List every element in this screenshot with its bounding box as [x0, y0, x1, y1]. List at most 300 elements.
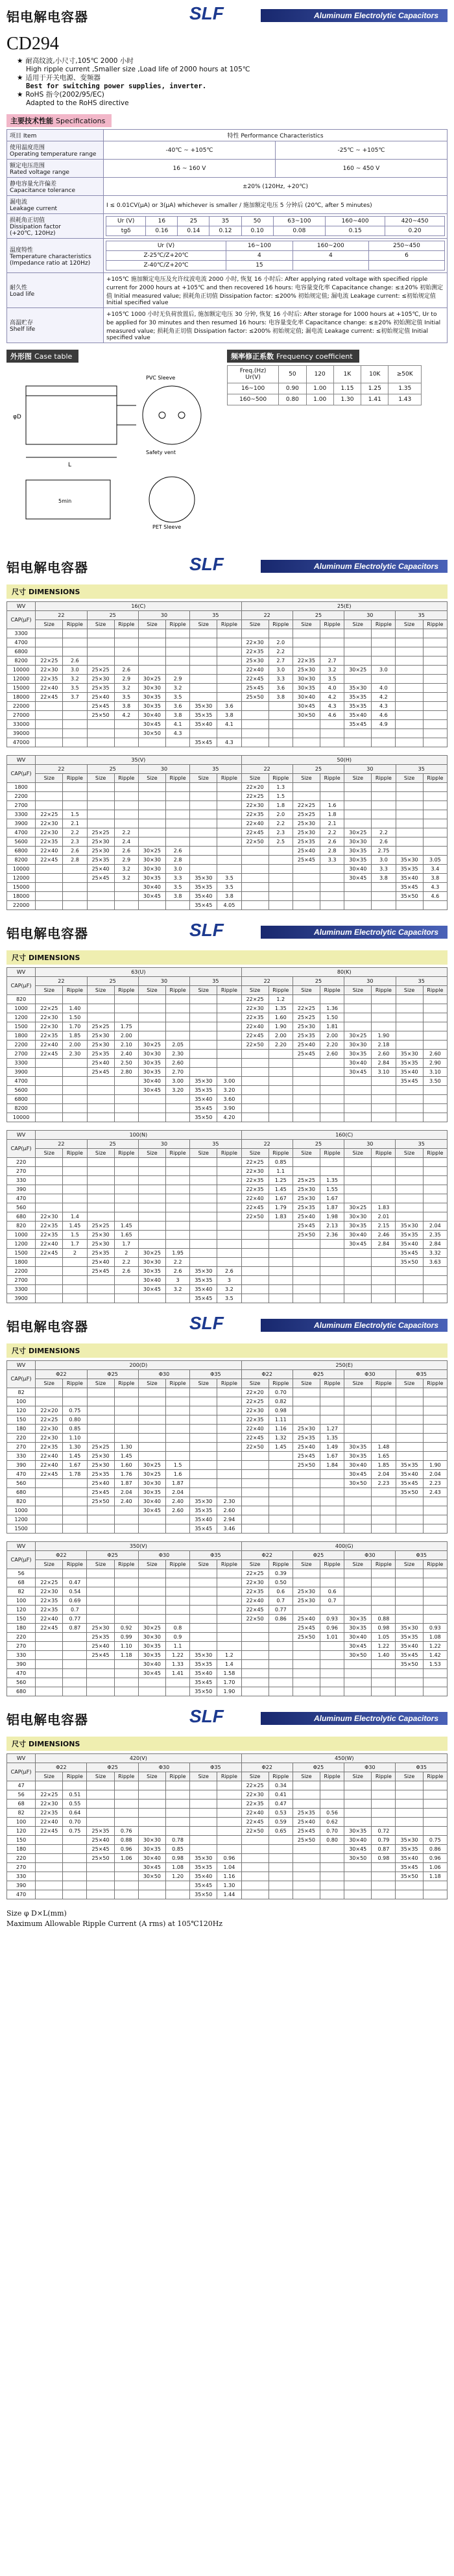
- size-value: 22×25: [293, 1004, 320, 1013]
- ripple-value: [269, 1276, 293, 1285]
- size-value: [293, 1863, 320, 1872]
- size-value: 35×35: [344, 702, 372, 711]
- ripple-value: [114, 1285, 138, 1294]
- size-value: 30×45: [344, 1068, 372, 1077]
- ripple-value: [165, 1881, 189, 1890]
- size-value: [87, 1276, 114, 1285]
- ripple-value: [320, 1158, 344, 1167]
- ripple-value: [166, 1397, 190, 1406]
- ripple-value: [217, 1800, 241, 1809]
- size-value: [241, 1678, 269, 1687]
- ripple-value: 1.78: [63, 1470, 87, 1479]
- ripple-value: 1.95: [166, 1249, 190, 1258]
- size-value: 35×45: [344, 720, 372, 729]
- ripple-value: [320, 865, 344, 874]
- size-value: 22×20: [241, 1388, 269, 1397]
- size-value: [87, 1800, 114, 1809]
- ripple-value: [372, 1276, 396, 1285]
- size-value: [241, 1872, 269, 1881]
- ripple-value: 0.70: [63, 1818, 87, 1827]
- size-value: [138, 1212, 165, 1222]
- table-row: [7, 828, 448, 837]
- ripple-header: Ripple: [320, 1149, 344, 1158]
- size-value: 35×50: [396, 1258, 423, 1267]
- size-value: [138, 1185, 165, 1194]
- freq-header: 120: [306, 366, 333, 383]
- size-value: [87, 1818, 114, 1827]
- size-value: [36, 1687, 63, 1696]
- size-value: [190, 995, 217, 1004]
- size-header: Size: [241, 774, 269, 783]
- ripple-value: 2.84: [423, 1240, 447, 1249]
- ripple-value: 1.83: [269, 1212, 293, 1222]
- ripple-value: [372, 1818, 396, 1827]
- ripple-value: 1.25: [269, 1176, 293, 1185]
- ripple-value: 2.6: [63, 847, 87, 856]
- ripple-value: 2.00: [63, 1041, 87, 1050]
- size-value: [241, 1095, 269, 1104]
- ripple-value: [423, 693, 447, 702]
- ripple-value: 1.87: [114, 1479, 138, 1488]
- size-value: [396, 1397, 423, 1406]
- size-value: [138, 1194, 165, 1203]
- capacitance-value: 3300: [7, 1059, 36, 1068]
- ripple-value: [114, 1515, 138, 1524]
- size-value: [241, 1461, 269, 1470]
- ripple-value: [423, 1104, 447, 1113]
- size-value: [396, 1827, 423, 1836]
- size-value: [241, 1050, 269, 1059]
- ripple-header: Ripple: [217, 1149, 241, 1158]
- ripple-value: 3.5: [217, 1294, 241, 1303]
- size-value: 22×35: [36, 675, 63, 684]
- size-value: [396, 1267, 423, 1276]
- table-row: [7, 675, 448, 684]
- ripple-value: 2.4: [114, 837, 138, 847]
- imp-volt: 160~200: [293, 241, 368, 251]
- capacitance-value: 6800: [7, 1095, 36, 1104]
- size-value: [190, 1397, 217, 1406]
- ripple-value: 1.45: [114, 1222, 138, 1231]
- size-value: [190, 1194, 217, 1203]
- size-value: 25×45: [87, 1488, 114, 1497]
- ripple-value: [217, 1845, 241, 1854]
- dimensions-cn: 尺寸: [12, 1740, 26, 1748]
- ripple-value: 0.93: [423, 1624, 447, 1633]
- ripple-value: [217, 1406, 241, 1415]
- freq-row: [228, 383, 422, 394]
- ripple-value: [269, 1497, 293, 1506]
- size-value: [241, 1497, 269, 1506]
- ripple-value: 0.51: [63, 1790, 87, 1800]
- size-value: [190, 1633, 217, 1642]
- size-value: [138, 1158, 165, 1167]
- size-header: Size: [293, 1772, 320, 1781]
- size-value: [241, 1479, 269, 1488]
- ripple-value: 2.2: [166, 1258, 190, 1267]
- ripple-value: [372, 1872, 396, 1881]
- ripple-value: [165, 1687, 189, 1696]
- size-value: [396, 1022, 423, 1031]
- size-value: [36, 901, 63, 910]
- df-volt: 420~450: [385, 217, 445, 226]
- subheader-row: [7, 1560, 448, 1569]
- table-row: [7, 1587, 448, 1596]
- ripple-header: Ripple: [372, 620, 396, 629]
- size-value: 22×35: [36, 1596, 63, 1606]
- ripple-value: [114, 883, 138, 892]
- table-row: [7, 792, 448, 801]
- ripple-value: [63, 1158, 87, 1167]
- ripple-value: [114, 801, 138, 810]
- ripple-value: [114, 1678, 138, 1687]
- size-value: [344, 819, 372, 828]
- size-value: [87, 1212, 114, 1222]
- size-value: [344, 1569, 372, 1578]
- feature-item: ★ RoHS 指令(2002/95/EC): [17, 91, 104, 99]
- size-value: [396, 783, 423, 792]
- ripple-value: [63, 647, 87, 656]
- size-value: 22×40: [36, 847, 63, 856]
- ripple-value: [423, 810, 447, 819]
- size-value: [138, 1606, 165, 1615]
- size-value: [138, 656, 165, 666]
- table-row: [7, 1158, 448, 1167]
- size-value: [396, 1388, 423, 1397]
- table-row: [7, 995, 448, 1004]
- ripple-value: [114, 1294, 138, 1303]
- terminal-icon: [178, 412, 185, 418]
- size-value: [36, 711, 63, 720]
- df-value: 0.10: [241, 226, 273, 236]
- size-header: Size: [36, 620, 63, 629]
- ripple-value: [217, 1569, 241, 1578]
- capacitance-value: 15000: [7, 883, 36, 892]
- ripple-header: Ripple: [372, 986, 396, 995]
- size-value: [36, 702, 63, 711]
- ripple-value: 0.8: [165, 1624, 189, 1633]
- size-value: [190, 1827, 217, 1836]
- size-value: 35×45: [190, 1678, 217, 1687]
- size-value: [190, 1059, 217, 1068]
- ripple-value: [269, 1267, 293, 1276]
- size-value: 35×35: [396, 1461, 423, 1470]
- diameter-header: Φ35: [396, 1763, 448, 1772]
- capacitance-value: 1800: [7, 1258, 36, 1267]
- size-value: [190, 1031, 217, 1041]
- size-header: Size: [138, 1149, 165, 1158]
- ripple-value: [114, 1687, 138, 1696]
- df-label: tgδ: [106, 226, 146, 236]
- ripple-value: [63, 1059, 87, 1068]
- size-header: Size: [190, 620, 217, 629]
- ripple-value: [320, 892, 344, 901]
- capacitance-value: 100: [7, 1397, 36, 1406]
- size-value: 22×45: [36, 1050, 63, 1059]
- ripple-value: [63, 1872, 87, 1881]
- ripple-header: Ripple: [269, 1149, 293, 1158]
- table-row: [7, 892, 448, 901]
- size-value: 35×30: [190, 1854, 217, 1863]
- size-value: [396, 1434, 423, 1443]
- ripple-value: 0.98: [372, 1624, 396, 1633]
- ripple-value: [166, 629, 190, 638]
- voltage-group: 50(H): [241, 756, 447, 765]
- ripple-value: 0.79: [372, 1836, 396, 1845]
- table-row: [7, 1633, 448, 1642]
- size-value: 35×50: [396, 1488, 423, 1497]
- size-value: [36, 1669, 63, 1678]
- freq-header: 10K: [361, 366, 388, 383]
- ripple-value: [320, 738, 344, 747]
- ripple-value: [166, 1434, 190, 1443]
- footer-notes: [6, 1908, 448, 1929]
- ripple-value: [63, 1506, 87, 1515]
- ripple-value: [114, 1569, 138, 1578]
- size-value: [344, 883, 372, 892]
- ripple-value: [217, 847, 241, 856]
- ripple-value: 3.2: [114, 874, 138, 883]
- size-header: Size: [396, 620, 423, 629]
- ripple-value: [114, 656, 138, 666]
- ripple-value: [63, 1890, 87, 1899]
- size-value: [396, 1194, 423, 1203]
- ripple-value: [320, 1113, 344, 1122]
- ripple-value: [372, 1077, 396, 1086]
- ripple-value: [423, 1434, 447, 1443]
- ripple-value: [320, 1267, 344, 1276]
- ripple-value: [269, 1249, 293, 1258]
- ripple-value: 0.75: [423, 1836, 447, 1845]
- ripple-value: [114, 1086, 138, 1095]
- ripple-value: 2.04: [423, 1470, 447, 1479]
- wv-row: [7, 1754, 448, 1763]
- ripple-value: [320, 995, 344, 1004]
- capacitance-value: 10000: [7, 666, 36, 675]
- ripple-value: [423, 837, 447, 847]
- size-value: 22×45: [36, 1827, 63, 1836]
- ripple-value: 1.50: [320, 1013, 344, 1022]
- size-value: [36, 865, 63, 874]
- size-value: [36, 1642, 63, 1651]
- size-value: [138, 1397, 165, 1406]
- size-value: 30×35: [344, 856, 372, 865]
- capacitance-value: 4700: [7, 828, 36, 837]
- ripple-value: [165, 1615, 189, 1624]
- ripple-value: [372, 792, 396, 801]
- size-value: [87, 1790, 114, 1800]
- ripple-value: 2.7: [320, 656, 344, 666]
- size-value: 30×25: [344, 1031, 372, 1041]
- size-value: [190, 629, 217, 638]
- table-row: [7, 693, 448, 702]
- size-value: [293, 729, 320, 738]
- ripple-value: 1.90: [372, 1031, 396, 1041]
- ripple-value: [217, 1781, 241, 1790]
- ripple-value: 1.45: [269, 1443, 293, 1452]
- size-value: [190, 1013, 217, 1022]
- size-value: 25×45: [87, 874, 114, 883]
- size-value: 22×40: [36, 1452, 63, 1461]
- size-value: 22×25: [36, 1578, 63, 1587]
- ripple-value: [423, 1406, 447, 1415]
- pvc-label: PVC Sleeve: [146, 375, 176, 381]
- size-value: [36, 1854, 63, 1863]
- size-value: [36, 1294, 63, 1303]
- size-value: 25×45: [87, 1651, 114, 1660]
- size-value: 30×30: [344, 1212, 372, 1222]
- size-value: [396, 1443, 423, 1452]
- size-note: Size φ D×L(mm): [6, 1909, 67, 1918]
- diameter-row: [7, 611, 448, 620]
- size-value: 30×35: [344, 1827, 372, 1836]
- ripple-value: 2.9: [166, 675, 190, 684]
- size-value: [241, 1633, 269, 1642]
- diameter-header: 30: [344, 765, 396, 774]
- capacitance-value: 270: [7, 1443, 36, 1452]
- size-value: [87, 1158, 114, 1167]
- size-value: [293, 1104, 320, 1113]
- ripple-value: 0.34: [269, 1781, 293, 1790]
- ripple-value: [320, 1845, 344, 1854]
- ripple-value: 0.86: [269, 1615, 293, 1624]
- size-value: 22×35: [241, 810, 269, 819]
- size-value: [87, 995, 114, 1004]
- case-drawing: [6, 350, 221, 538]
- ripple-value: [269, 1660, 293, 1669]
- ripple-value: 3.3: [269, 675, 293, 684]
- dimensions-cn: 尺寸: [12, 1347, 26, 1355]
- ripple-value: [217, 629, 241, 638]
- capacitance-value: 82: [7, 1587, 36, 1596]
- ripple-value: 2.04: [423, 1222, 447, 1231]
- cap-label: CAP(μF): [7, 1370, 36, 1388]
- ripple-value: 2.40: [166, 1497, 190, 1506]
- capacitance-value: 33000: [7, 720, 36, 729]
- ripple-value: [166, 1031, 190, 1041]
- ripple-value: 3.20: [166, 1086, 190, 1095]
- ripple-value: [114, 1004, 138, 1013]
- ripple-value: [166, 1022, 190, 1031]
- ripple-value: [217, 1231, 241, 1240]
- ripple-value: 2.23: [372, 1479, 396, 1488]
- size-value: [344, 1388, 372, 1397]
- subheader-row: [7, 1149, 448, 1158]
- lead-length-label: 5min: [58, 498, 72, 504]
- size-value: [293, 1872, 320, 1881]
- size-value: [36, 1845, 63, 1854]
- ripple-value: [320, 1086, 344, 1095]
- size-value: 25×30: [293, 1022, 320, 1031]
- ripple-value: [372, 1113, 396, 1122]
- capacitance-value: 1800: [7, 783, 36, 792]
- ripple-value: [166, 1113, 190, 1122]
- size-value: [241, 702, 269, 711]
- ripple-value: 0.96: [217, 1854, 241, 1863]
- size-value: [241, 1845, 269, 1854]
- ripple-header: Ripple: [166, 774, 190, 783]
- ripple-value: [269, 1633, 293, 1642]
- ripple-value: [372, 1086, 396, 1095]
- ripple-value: 0.82: [269, 1397, 293, 1406]
- capacitance-value: 1000: [7, 1506, 36, 1515]
- ripple-value: 3.6: [217, 702, 241, 711]
- size-value: 30×35: [344, 1050, 372, 1059]
- ripple-value: [372, 1687, 396, 1696]
- size-value: [190, 1240, 217, 1249]
- size-value: [396, 1809, 423, 1818]
- size-value: [241, 856, 269, 865]
- size-value: 35×50: [190, 1687, 217, 1696]
- size-value: 35×45: [190, 1294, 217, 1303]
- capacitance-value: 2700: [7, 1276, 36, 1285]
- size-value: [241, 1624, 269, 1633]
- size-value: [344, 1104, 372, 1113]
- table-row: [7, 1185, 448, 1194]
- size-value: 35×45: [396, 1249, 423, 1258]
- size-value: [87, 1524, 114, 1534]
- table-row: [7, 1818, 448, 1827]
- ripple-value: [269, 1222, 293, 1231]
- ripple-value: 1.06: [114, 1854, 138, 1863]
- spec-row: 高温贮存 Shelf life +105℃ 1000 小时无负荷放置后, 施加额定电压 30 分钟, 恢复 16 小时后: After storage for 1000 hours at +105℃, Ur to be applied for 30 minutes and then resumed 16 hours: 电容量变化率 Capacitance change: ≤±20% 初始测定值 Initial measured value; 损耗角正切值 Dissipation factor: ≤200% 初始规定值; 漏电流 Leakage current: ≤初始规定值 Initial specified value: [7, 308, 448, 343]
- size-value: [241, 1059, 269, 1068]
- ripple-value: 1.06: [423, 1863, 447, 1872]
- ripple-value: 2.0: [269, 810, 293, 819]
- ripple-value: [217, 684, 241, 693]
- size-value: [293, 1249, 320, 1258]
- size-value: 22×35: [241, 1415, 269, 1425]
- ripple-value: [217, 666, 241, 675]
- ripple-value: [320, 1068, 344, 1077]
- table-row: [7, 1515, 448, 1524]
- ripple-value: 1.49: [320, 1443, 344, 1452]
- ripple-value: 1.7: [63, 1240, 87, 1249]
- size-value: [396, 1452, 423, 1461]
- size-header: Size: [138, 1772, 165, 1781]
- ripple-value: [217, 1470, 241, 1479]
- ripple-value: [423, 901, 447, 910]
- capacitance-value: 2200: [7, 792, 36, 801]
- size-value: [190, 693, 217, 702]
- size-value: 22×40: [241, 1809, 269, 1818]
- size-value: 30×45: [138, 1086, 165, 1095]
- table-row: [7, 729, 448, 738]
- size-value: 25×30: [87, 675, 114, 684]
- ripple-value: 1.3: [269, 783, 293, 792]
- ripple-value: [217, 1176, 241, 1185]
- size-header: Size: [36, 1149, 63, 1158]
- table-row: [7, 1267, 448, 1276]
- ripple-value: [217, 1059, 241, 1068]
- ripple-value: [269, 1086, 293, 1095]
- ripple-header: Ripple: [114, 1560, 138, 1569]
- ripple-header: Ripple: [372, 1560, 396, 1569]
- size-value: [36, 738, 63, 747]
- size-value: [241, 1104, 269, 1113]
- ripple-value: [217, 1068, 241, 1077]
- size-value: 25×45: [293, 1452, 320, 1461]
- size-header: Size: [396, 1149, 423, 1158]
- size-value: [36, 1497, 63, 1506]
- ripple-value: [320, 1397, 344, 1406]
- size-value: 25×30: [87, 847, 114, 856]
- size-value: 25×30: [87, 1624, 114, 1633]
- ripple-value: 1.35: [320, 1434, 344, 1443]
- ripple-value: [165, 1781, 189, 1790]
- size-value: [87, 1113, 114, 1122]
- ripple-value: [269, 1506, 293, 1515]
